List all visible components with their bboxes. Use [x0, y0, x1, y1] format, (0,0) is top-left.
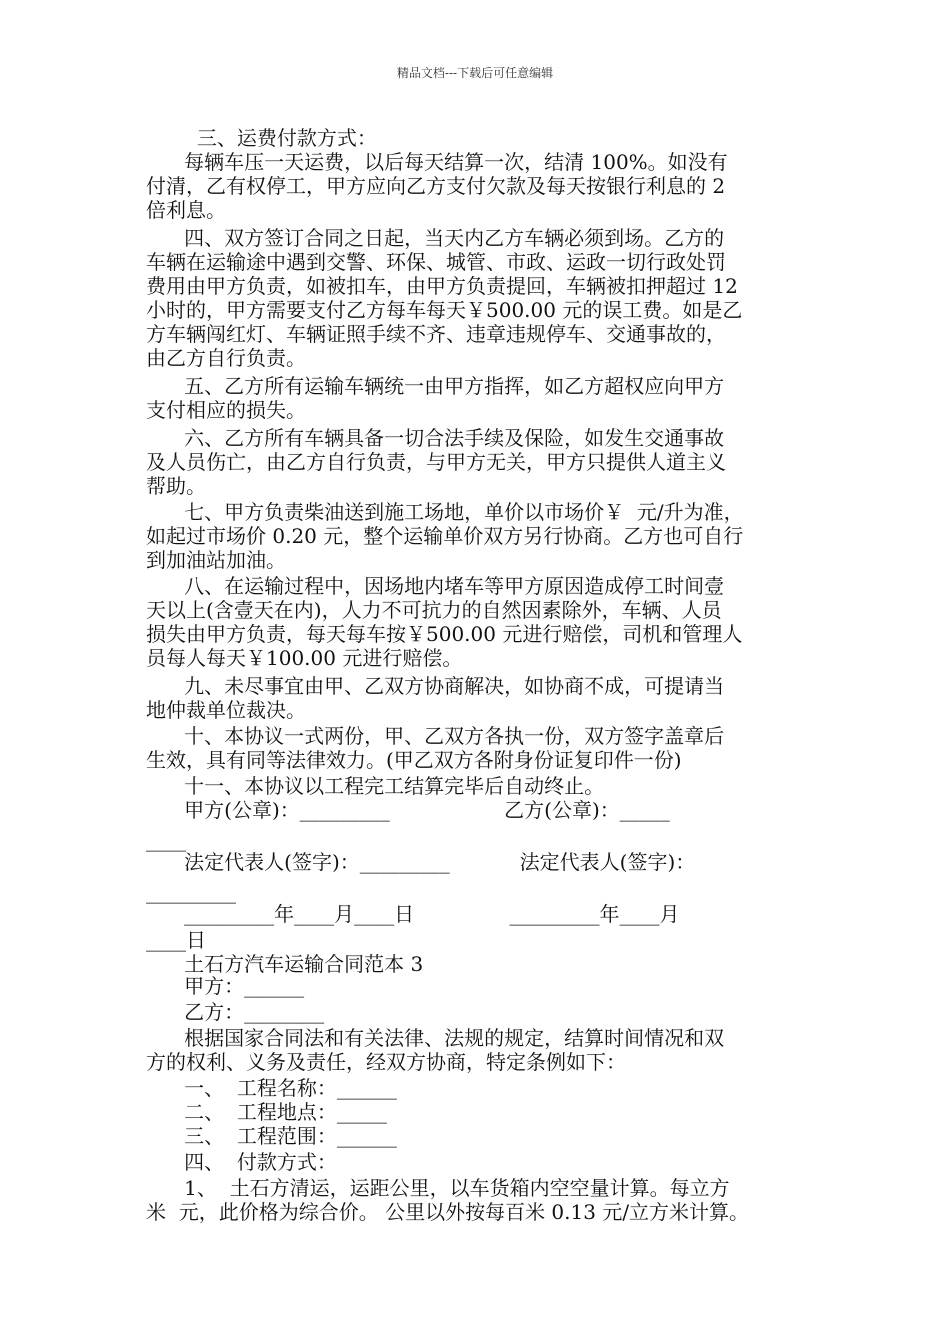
text-line: 地仲裁单位裁决。 [146, 698, 306, 722]
text-line: 方的权利、义务及责任，经双方协商，特定条例如下： [146, 1050, 626, 1074]
text-line: 五、乙方所有运输车辆统一由甲方指挥，如乙方超权应向甲方 [146, 374, 725, 398]
text-line: 三、 工程范围：______ [146, 1124, 397, 1148]
text-line: 损失由甲方负责，每天每车按￥500.00 元进行赔偿，司机和管理人 [146, 622, 743, 646]
text-line: 十、本协议一式两份，甲、乙双方各执一份，双方签字盖章后 [146, 724, 725, 748]
text-line: 到加油站加油。 [146, 548, 286, 572]
text-line: ____日 [146, 928, 206, 952]
text-line: 二、 工程地点：_____ [146, 1100, 387, 1124]
text-line: 每辆车压一天运费，以后每天结算一次，结清 100%。如没有 [146, 150, 728, 174]
text-line: _________年____月____日 _________年____月 [146, 902, 680, 926]
text-line: 费用由甲方负责，如被扣车，由甲方负责提回，车辆被扣押超过 12 [146, 274, 738, 298]
text-line: 乙方：________ [146, 1000, 325, 1024]
text-line: 一、 工程名称：______ [146, 1076, 397, 1100]
text-line: 付清，乙有权停工，甲方应向乙方支付欠款及每天按银行利息的 2 [146, 174, 726, 198]
text-line: 1、 土石方清运，运距公里，以车货箱内空空量计算。每立方 [146, 1176, 730, 1200]
text-line: _________ [146, 880, 236, 904]
text-line: 小时的，甲方需要支付乙方每车每天￥500.00 元的误工费。如是乙 [146, 298, 743, 322]
text-line: 土石方汽车运输合同范本 3 [146, 952, 424, 976]
text-line: 帮助。 [146, 474, 206, 498]
text-line: 法定代表人(签字)：_________ 法定代表人(签字)： [146, 850, 696, 874]
text-line: 天以上(含壹天在内)，人力不可抗力的自然因素除外，车辆、人员 [146, 598, 722, 622]
text-line: 三、运费付款方式： [146, 126, 377, 150]
text-line: 米 元，此价格为综合价。 公里以外按每百米 0.13 元/立方米计算。 [146, 1200, 750, 1224]
text-line: 员每人每天￥100.00 元进行赔偿。 [146, 646, 463, 670]
text-line: 四、 付款方式： [146, 1150, 337, 1174]
text-line: 六、乙方所有车辆具备一切合法手续及保险，如发生交通事故 [146, 426, 725, 450]
text-line: 如起过市场价 0.20 元，整个运输单价双方另行协商。乙方也可自行 [146, 524, 744, 548]
text-line: 方车辆闯红灯、车辆证照手续不齐、违章违规停车、交通事故的， [146, 322, 726, 346]
text-line: 甲方(公章)：_________ 乙方(公章)：_____ [146, 798, 670, 822]
text-line: 十一、本协议以工程完工结算完毕后自动终止。 [146, 774, 605, 798]
text-line: 八、在运输过程中，因场地内堵车等甲方原因造成停工时间壹 [146, 574, 725, 598]
text-line: 甲方：______ [146, 974, 305, 998]
text-line: 九、未尽事宜由甲、乙双方协商解决，如协商不成，可提请当 [146, 674, 725, 698]
text-line: 七、甲方负责柴油送到施工场地，单价以市场价￥ 元/升为准， [146, 500, 744, 524]
text-line: 及人员伤亡，由乙方自行负责，与甲方无关，甲方只提供人道主义 [146, 450, 726, 474]
text-line: 车辆在运输途中遇到交警、环保、城管、市政、运政一切行政处罚 [146, 250, 726, 274]
text-line: ____ [146, 828, 186, 852]
text-line: 倍利息。 [146, 198, 226, 222]
text-line: 由乙方自行负责。 [146, 346, 306, 370]
text-line: 支付相应的损失。 [146, 398, 306, 422]
text-line: 四、双方签订合同之日起，当天内乙方车辆必须到场。乙方的 [146, 226, 725, 250]
page-header: 精品文档---下载后可任意编辑 [396, 66, 554, 80]
text-line: 生效，具有同等法律效力。(甲乙双方各附身份证复印件一份) [146, 748, 682, 772]
text-line: 根据国家合同法和有关法律、法规的规定，结算时间情况和双 [146, 1026, 725, 1050]
